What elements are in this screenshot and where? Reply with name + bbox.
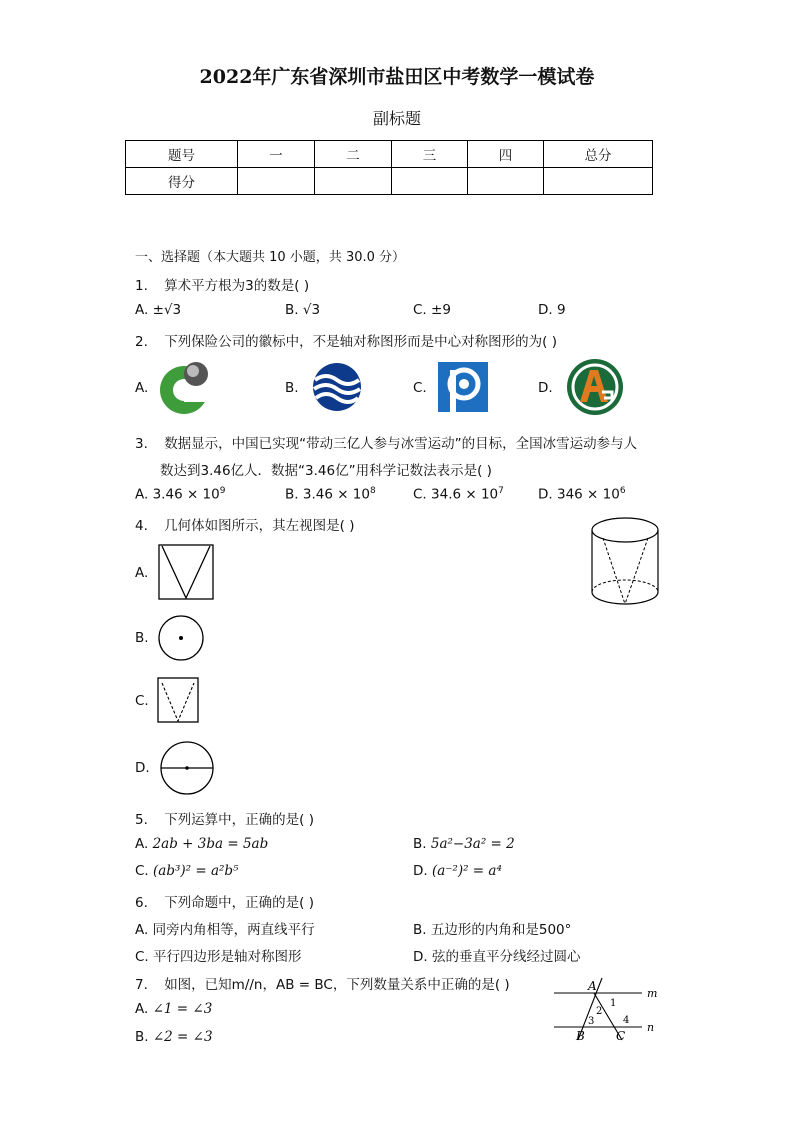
option-text: √3 (302, 302, 321, 318)
score-header-cell: 三 (392, 141, 468, 168)
question-number: 4. (135, 518, 148, 534)
option-label: A. (135, 836, 149, 852)
q4-option-d-label[interactable]: D. (135, 760, 150, 776)
option-text: (ab³)² = a²b⁵ (153, 863, 239, 879)
question-number: 7. (135, 977, 148, 993)
option-text: 2ab + 3ba = 5ab (152, 836, 269, 852)
q5-option-d[interactable] (413, 863, 502, 879)
option-label: A. (135, 486, 149, 503)
wave-logo-icon (312, 362, 362, 412)
option-label: D. (413, 863, 428, 879)
fig-label-b: B (576, 1029, 585, 1043)
q5-option-a[interactable] (135, 836, 268, 852)
question-number: 5. (135, 812, 148, 828)
fig-label-2: 2 (596, 1006, 603, 1017)
q7-option-a[interactable] (135, 1001, 212, 1017)
option-text: (a⁻²)² = a⁴ (431, 863, 502, 879)
score-cell[interactable] (392, 168, 468, 195)
option-text: ±√3 (152, 302, 182, 318)
q3-option-a[interactable] (135, 486, 225, 503)
option-label: B. (285, 302, 299, 318)
score-table (125, 140, 653, 195)
option-text: 3.46 × 10 (302, 486, 370, 503)
question-text: 如图，已知m//n，AB = BC，下列数量关系中正确的是( ) (164, 977, 510, 993)
score-table-header-row (126, 141, 653, 168)
question-5 (135, 808, 314, 828)
option-label: C. (135, 863, 149, 879)
option-label: A. (135, 922, 149, 938)
cylinder-figure-icon (588, 516, 662, 608)
fig-label-c: C (616, 1029, 626, 1043)
q2-option-b-label[interactable]: B. (285, 380, 299, 396)
score-cell[interactable] (238, 168, 315, 195)
question-text: 下列运算中，正确的是( ) (164, 812, 315, 828)
square-v-view-icon (158, 544, 214, 600)
option-exponent: 7 (498, 486, 504, 496)
option-text: 346 × 10 (556, 486, 620, 503)
question-2 (135, 330, 557, 350)
question-number: 2. (135, 334, 148, 350)
parallel-lines-figure-icon (550, 976, 662, 1046)
score-cell[interactable] (468, 168, 544, 195)
option-label: C. (413, 302, 427, 318)
option-exponent: 6 (619, 486, 626, 496)
score-header-cell: 一 (238, 141, 315, 168)
q3-option-c[interactable] (413, 486, 504, 503)
option-exponent: 9 (219, 486, 226, 496)
q1-option-c[interactable] (413, 302, 451, 318)
question-number: 1. (135, 278, 148, 294)
question-1 (135, 274, 309, 294)
q5-option-c[interactable] (135, 863, 238, 879)
ag-logo-icon (566, 358, 624, 416)
chinalife-logo-icon (158, 360, 212, 414)
fig-label-1: 1 (610, 998, 617, 1009)
option-label: A. (135, 1001, 149, 1017)
option-text: ±9 (431, 302, 451, 318)
question-text: 算术平方根为3的数是( ) (164, 278, 310, 294)
q4-option-a-label[interactable]: A. (135, 565, 149, 581)
q2-option-c-label[interactable]: C. (413, 380, 427, 396)
q6-option-b[interactable] (413, 918, 571, 938)
q1-option-a[interactable] (135, 302, 181, 318)
option-text: 34.6 × 10 (431, 486, 499, 503)
option-text: ∠2 = ∠3 (152, 1029, 213, 1045)
option-text: 弦的垂直平分线经过圆心 (431, 949, 581, 965)
question-6 (135, 891, 314, 911)
exam-subtitle: 副标题 (372, 109, 421, 128)
exam-title: 2022年广东省深圳市盐田区中考数学一模试卷 (199, 66, 595, 88)
question-3 (135, 432, 637, 452)
option-exponent: 8 (370, 486, 376, 496)
score-cell[interactable] (544, 168, 653, 195)
q4-option-c-label[interactable]: C. (135, 693, 149, 709)
q6-option-c[interactable] (135, 945, 302, 965)
option-label: D. (538, 302, 553, 318)
q3-option-b[interactable] (285, 486, 376, 503)
question-3-line2: 数达到3.46亿人．数据“3.46亿”用科学记数法表示是( ) (160, 463, 492, 479)
question-text: 下列保险公司的徽标中，不是轴对称图形而是中心对称图形的为( ) (164, 334, 558, 350)
fig-label-m: m (647, 987, 658, 1000)
option-label: D. (538, 486, 553, 503)
q7-option-b[interactable] (135, 1029, 213, 1045)
option-label: B. (413, 836, 427, 852)
fig-label-3: 3 (588, 1016, 595, 1027)
q3-option-d[interactable] (538, 486, 626, 503)
score-header-cell: 四 (468, 141, 544, 168)
circle-diameter-view-icon (158, 740, 216, 796)
option-text: 平行四边形是轴对称图形 (153, 949, 302, 965)
fig-label-n: n (647, 1021, 655, 1034)
q6-option-a[interactable] (135, 918, 315, 938)
option-label: B. (135, 1029, 149, 1045)
option-label: B. (413, 922, 427, 938)
option-label: B. (285, 486, 299, 503)
option-label: D. (413, 949, 428, 965)
option-label: C. (413, 486, 427, 503)
score-header-cell: 总分 (544, 141, 653, 168)
q1-option-d[interactable] (538, 302, 566, 318)
score-header-cell: 题号 (126, 141, 238, 168)
score-cell[interactable] (315, 168, 392, 195)
score-row-label: 得分 (126, 168, 238, 195)
score-table-row (126, 168, 653, 195)
question-7 (135, 973, 510, 993)
question-4 (135, 514, 355, 534)
fig-label-4: 4 (623, 1015, 630, 1026)
option-text: 同旁内角相等，两直线平行 (152, 922, 315, 938)
rect-dashed-v-view-icon (157, 677, 199, 723)
option-label: C. (135, 949, 149, 965)
option-text: 3.46 × 10 (152, 486, 220, 503)
picc-logo-icon (438, 362, 488, 412)
fig-label-a: A (588, 979, 597, 993)
question-text: 几何体如图所示，其左视图是( ) (164, 518, 355, 534)
question-text: 数据显示，中国已实现“带动三亿人参与冰雪运动”的目标，全国冰雪运动参与人 (164, 436, 638, 452)
q4-option-b-label[interactable]: B. (135, 630, 149, 646)
score-header-cell: 二 (315, 141, 392, 168)
circle-dot-view-icon (157, 614, 205, 662)
option-text: 五边形的内角和是500° (430, 922, 572, 938)
q2-option-a-label[interactable]: A. (135, 380, 149, 396)
q5-option-b[interactable] (413, 836, 515, 852)
question-text: 下列命题中，正确的是( ) (164, 895, 315, 911)
section-heading: 一、选择题（本大题共 10 小题，共 30.0 分） (135, 250, 406, 265)
q6-option-d[interactable] (413, 945, 580, 965)
option-label: A. (135, 302, 149, 318)
q1-option-b[interactable] (285, 302, 320, 318)
question-number: 3. (135, 436, 148, 452)
option-text: 5a²−3a² = 2 (430, 836, 515, 852)
question-number: 6. (135, 895, 148, 911)
option-text: 9 (556, 302, 566, 318)
q2-option-d-label[interactable]: D. (538, 380, 553, 396)
option-text: ∠1 = ∠3 (152, 1001, 213, 1017)
